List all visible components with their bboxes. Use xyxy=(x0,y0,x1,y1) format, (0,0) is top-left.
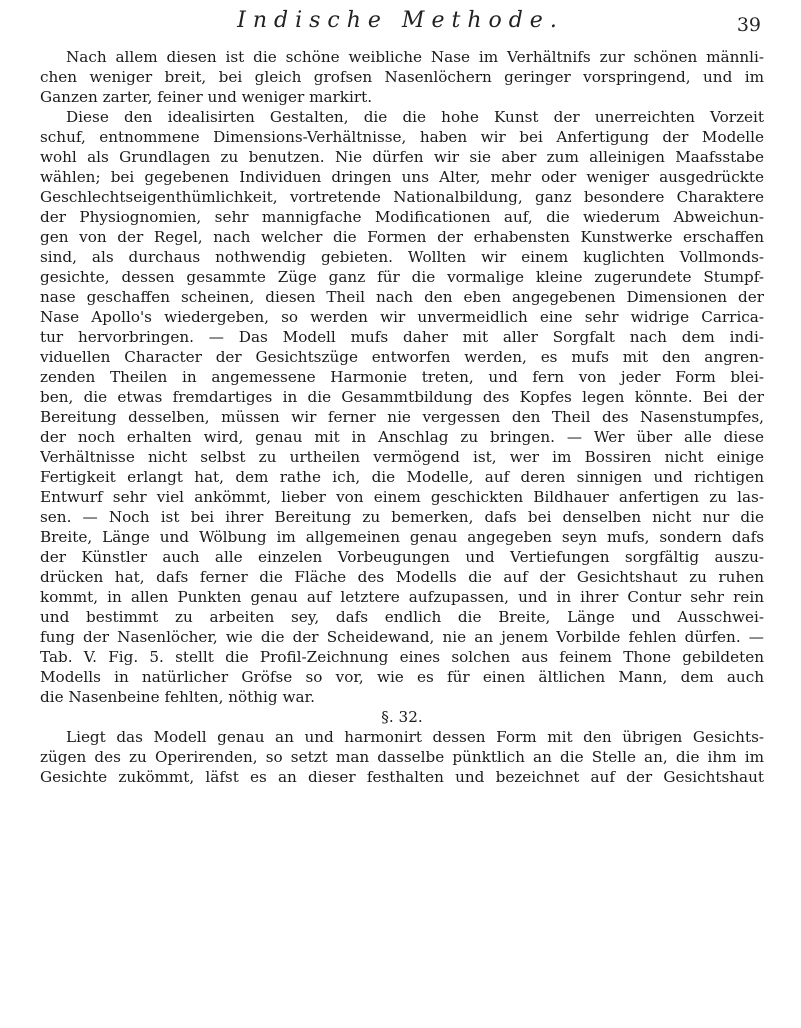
text-line: der Künstler auch alle einzelen Vorbeugungen und Vertiefungen sorgfältig auszu- xyxy=(40,548,764,566)
text-line: Entwurf sehr viel ankömmt, lieber von einem geschickten Bildhauer anfertigen zu las- xyxy=(40,488,764,506)
text-line: Tab. V. Fig. 5. stellt die Profil-Zeichnung eines solchen aus feinem Thone gebildeten xyxy=(40,648,764,666)
text-line: kommt, in allen Punkten genau auf letztere aufzupassen, und in ihrer Contur sehr rein xyxy=(40,588,764,606)
body-text xyxy=(40,47,764,787)
text-line: Nase Apollo's wiedergeben, so werden wir unvermeidlich eine sehr widrige Carrica- xyxy=(40,308,764,326)
running-title: Indische Methode. xyxy=(237,8,564,33)
section-heading: §. 32. xyxy=(381,708,423,726)
text-line: zügen des zu Operirenden, so setzt man dasselbe pünktlich an die Stelle an, die ihm im xyxy=(40,748,764,766)
text-line: die Nasenbeine fehlten, nöthig war. xyxy=(40,688,315,706)
text-line: sen. — Noch ist bei ihrer Bereitung zu bemerken, dafs bei denselben nicht nur die xyxy=(40,508,764,526)
text-line: Verhältnisse nicht selbst zu urtheilen vermögend ist, wer im Bossiren nicht einige xyxy=(40,448,764,466)
text-line: wählen; bei gegebenen Individuen dringen uns Alter, mehr oder weniger ausgedrückte xyxy=(40,168,764,186)
text-line: zenden Theilen in angemessene Harmonie treten, und fern von jeder Form blei- xyxy=(40,368,764,386)
text-line: Diese den idealisirten Gestalten, die die hohe Kunst der unerreichten Vorzeit xyxy=(66,108,764,126)
text-line: ben, die etwas fremdartiges in die Gesammtbildung des Kopfes legen könnte. Bei der xyxy=(40,388,764,406)
text-line: Liegt das Modell genau an und harmonirt dessen Form mit den übrigen Gesichts- xyxy=(66,728,764,746)
text-line: und bestimmt zu arbeiten sey, dafs endlich die Breite, Länge und Ausschwei- xyxy=(40,608,764,626)
text-line: sind, als durchaus nothwendig gebieten. Wollten wir einem kuglichten Vollmonds- xyxy=(40,248,764,266)
text-line: gen von der Regel, nach welcher die Formen der erhabensten Kunstwerke erschaffen xyxy=(40,228,764,246)
text-line: der Physiognomien, sehr mannigfache Modificationen auf, die wiederum Abweichun- xyxy=(40,208,764,226)
text-line: Breite, Länge und Wölbung im allgemeinen genau angegeben seyn mufs, sondern dafs xyxy=(40,528,764,546)
text-line: Modells in natürlicher Gröfse so vor, wie es für einen ältlichen Mann, dem auch xyxy=(40,668,764,686)
text-line: Nach allem diesen ist die schöne weibliche Nase im Verhältnifs zur schönen männli- xyxy=(66,48,764,66)
text-line: tur hervorbringen. — Das Modell mufs daher mit aller Sorgfalt nach dem indi- xyxy=(40,328,764,346)
text-line: Ganzen zarter, feiner und weniger markirt. xyxy=(40,88,373,106)
text-line: fung der Nasenlöcher, wie die der Scheidewand, nie an jenem Vorbilde fehlen dürfen. — xyxy=(40,628,764,646)
page-number: 39 xyxy=(736,14,761,36)
text-line: Bereitung desselben, müssen wir ferner nie vergessen den Theil des Nasenstumpfes, xyxy=(40,408,764,426)
text-line: viduellen Character der Gesichtszüge entworfen werden, es mufs mit den angren- xyxy=(40,348,764,366)
text-line: drücken hat, dafs ferner die Fläche des Modells die auf der Gesichtshaut zu ruhen xyxy=(40,568,764,586)
text-line: nase geschaffen scheinen, diesen Theil nach den eben angegebenen Dimensionen der xyxy=(40,288,764,306)
text-line: gesichte, dessen gesammte Züge ganz für die vormalige kleine zugerundete Stumpf- xyxy=(40,268,764,286)
text-line: chen weniger breit, bei gleich grofsen Nasenlöchern geringer vorspringend, und im xyxy=(40,68,764,86)
text-line: Fertigkeit erlangt hat, dem rathe ich, die Modelle, auf deren sinnigen und richtigen xyxy=(40,468,764,486)
text-line: Gesichte zukömmt, läfst es an dieser festhalten und bezeichnet auf der Gesichtshaut xyxy=(40,768,764,786)
text-line: schuf, entnommene Dimensions-Verhältnisse, haben wir bei Anfertigung der Modelle xyxy=(40,128,764,146)
text-line: der noch erhalten wird, genau mit in Anschlag zu bringen. — Wer über alle diese xyxy=(40,428,764,446)
text-line: Geschlechtseigenthümlichkeit, vortretende Nationalbildung, ganz besondere Charaktere xyxy=(40,188,764,206)
text-line: wohl als Grundlagen zu benutzen. Nie dürfen wir sie aber zum alleinigen Maafsstabe xyxy=(40,148,764,166)
